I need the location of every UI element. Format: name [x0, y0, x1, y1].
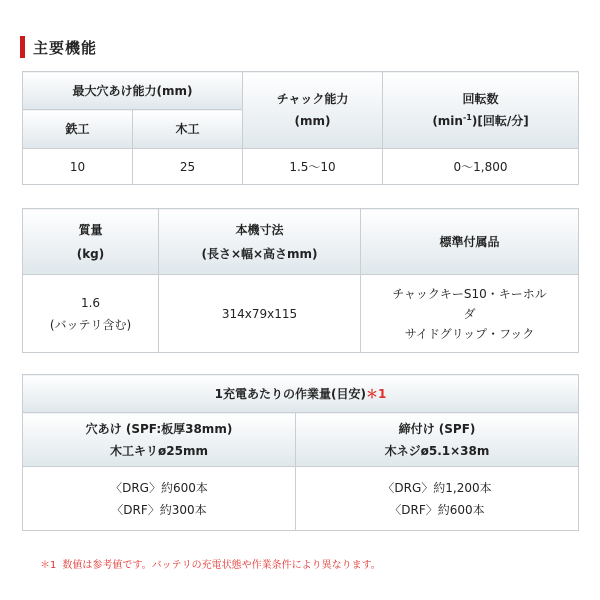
accessories-line1: チャックキーS10・キーホル	[392, 286, 547, 301]
workload-title-text: 1充電あたりの作業量(目安)	[214, 386, 366, 401]
accessories-line3: サイドグリップ・フック	[404, 326, 535, 341]
mass-value-line1: 1.6	[80, 295, 101, 310]
mass-value-line2: (バッテリ含む)	[49, 317, 132, 332]
dimensions-value: 314x79x115	[159, 275, 361, 353]
footnote-text: 数値は参考値です。バッテリの充電状態や作業条件により異なります。	[62, 560, 381, 571]
fastening-value	[296, 467, 579, 531]
fastening-header-line1: 締付け (SPF)	[398, 421, 476, 436]
capacity-table	[22, 71, 579, 185]
accessories-value	[361, 275, 579, 353]
chuck-header-line2: (mm)	[294, 114, 331, 128]
rpm-header	[383, 72, 579, 149]
fastening-header	[296, 413, 579, 467]
rpm-header-line1: 回転数	[462, 92, 499, 106]
steel-header: 鉄工	[23, 110, 133, 149]
fastening-value-line2: 〈DRF〉約600本	[389, 502, 485, 517]
drilling-header	[23, 413, 296, 467]
footnote	[40, 556, 381, 571]
section-heading	[20, 36, 97, 58]
drill-capacity-header: 最大穴あけ能力(mm)	[23, 72, 243, 110]
wood-value: 25	[133, 149, 243, 185]
rpm-header-suffix: )[回転/分]	[471, 114, 529, 128]
drilling-value-line1: 〈DRG〉約600本	[110, 480, 208, 495]
accessories-line2: ダ	[463, 306, 476, 321]
rpm-value: 0〜1,800	[383, 149, 579, 185]
mass-header	[23, 209, 159, 275]
drilling-header-line2: 木工キリø25mm	[110, 443, 208, 458]
heading-accent-bar	[20, 36, 25, 58]
workload-title-mark: ＊1	[365, 386, 387, 401]
spec-table	[22, 208, 579, 353]
drilling-value-line2: 〈DRF〉約300本	[111, 502, 207, 517]
wood-header: 木工	[133, 110, 243, 149]
workload-table	[22, 374, 579, 531]
drilling-value	[23, 467, 296, 531]
mass-header-line1: 質量	[78, 222, 103, 237]
rpm-header-sup: -1	[462, 113, 472, 122]
dimensions-header	[159, 209, 361, 275]
chuck-capacity-header	[243, 72, 383, 149]
drilling-header-line1: 穴あけ (SPF:板厚38mm)	[85, 421, 233, 436]
dimensions-header-line2: (長さ×幅×高さmm)	[201, 246, 318, 261]
chuck-header-line1: チャック能力	[276, 92, 349, 106]
mass-header-line2: (kg)	[76, 246, 105, 261]
chuck-value: 1.5〜10	[243, 149, 383, 185]
steel-value: 10	[23, 149, 133, 185]
rpm-header-prefix: (min	[432, 114, 463, 128]
dimensions-header-line1: 本機寸法	[235, 222, 284, 237]
fastening-header-line2: 木ネジø5.1×38m	[384, 443, 490, 458]
section-title: 主要機能	[33, 38, 98, 57]
workload-title	[23, 375, 579, 413]
mass-value	[23, 275, 159, 353]
fastening-value-line1: 〈DRG〉約1,200本	[382, 480, 492, 495]
rpm-header-line2	[383, 112, 578, 130]
accessories-header: 標準付属品	[361, 209, 579, 275]
footnote-mark: ＊1	[40, 560, 57, 571]
